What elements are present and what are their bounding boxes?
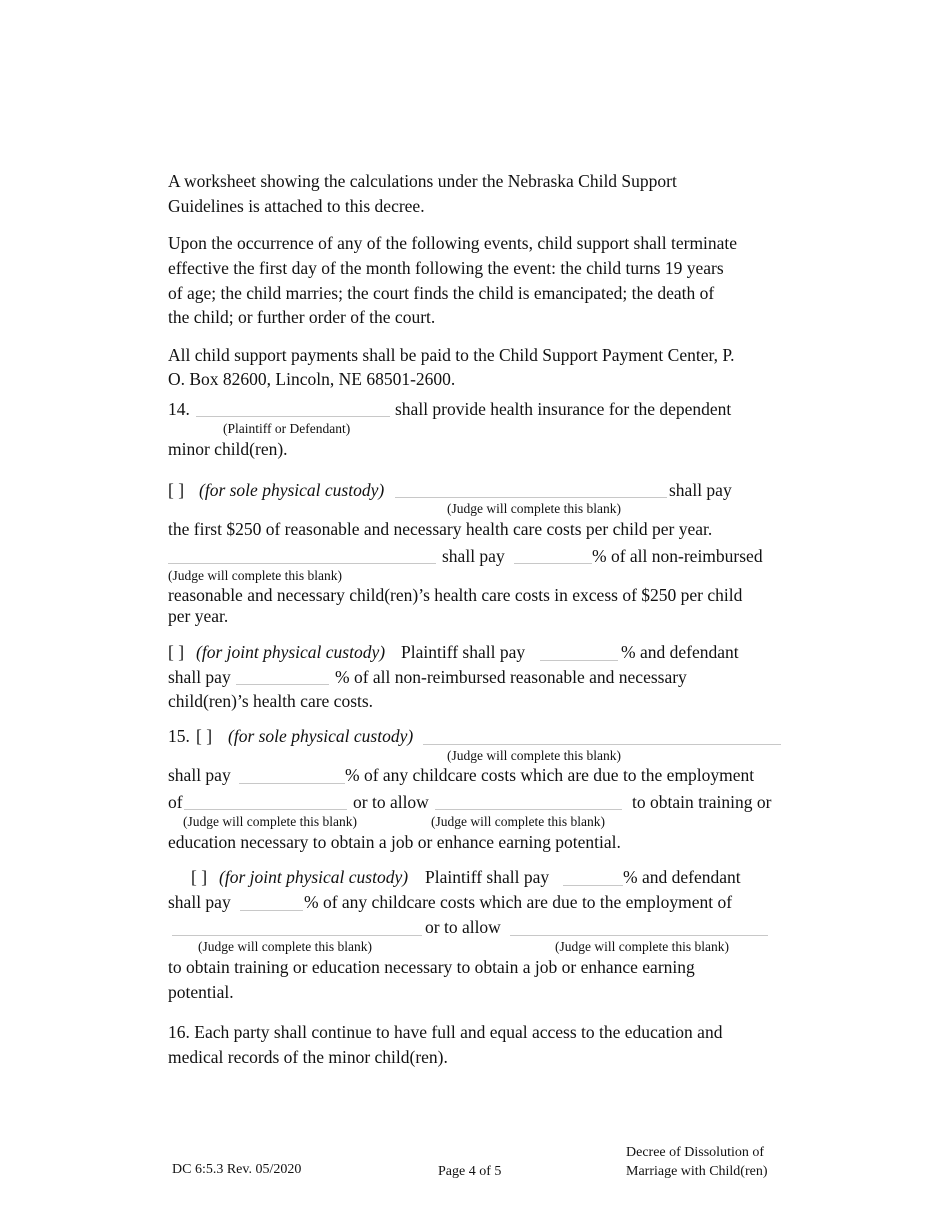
sole-custody-line-4: reasonable and necessary child(ren)’s health care costs in excess of $250 per child [168, 585, 743, 605]
sole-custody-label: (for sole physical custody) [199, 480, 385, 500]
judge-hint: (Judge will complete this blank) [447, 748, 621, 763]
shall-pay-text: shall pay [168, 667, 231, 687]
percent-text: % of all non-reimbursed [592, 546, 763, 566]
worksheet-paragraph-line-1: A worksheet showing the calculations under the Nebraska Child Support [168, 171, 677, 191]
shall-pay-text: shall pay [168, 892, 231, 912]
sole-custody-line-2: the first $250 of reasonable and necessary health care costs per child per year. [168, 519, 713, 539]
shall-pay-text: shall pay [442, 546, 505, 566]
or-to-allow-text: or to allow [425, 917, 501, 937]
judge-blank[interactable] [510, 935, 768, 936]
shall-pay-text: shall pay [168, 765, 231, 785]
joint-custody-label: (for joint physical custody) [196, 642, 386, 662]
worksheet-paragraph-line-2: Guidelines is attached to this decree. [168, 196, 425, 216]
section-14-number: 14. [168, 399, 190, 419]
percent-blank[interactable] [240, 910, 303, 911]
joint-custody-line-2: % of all non-reimbursed reasonable and necessary [335, 667, 687, 687]
section-15-number: 15. [168, 726, 190, 746]
plaintiff-shall-pay-text: Plaintiff shall pay [425, 867, 550, 887]
party-blank[interactable] [196, 416, 390, 417]
percent-blank[interactable] [540, 660, 618, 661]
judge-blank[interactable] [184, 809, 347, 810]
termination-paragraph-line-4: the child; or further order of the court. [168, 307, 436, 327]
judge-blank[interactable] [395, 497, 667, 498]
payment-paragraph-line-2: O. Box 82600, Lincoln, NE 68501-2600. [168, 369, 456, 389]
judge-blank[interactable] [423, 744, 781, 745]
percent-blank[interactable] [514, 563, 592, 564]
judge-blank[interactable] [172, 935, 422, 936]
sole-custody-label: (for sole physical custody) [228, 726, 414, 746]
section-16-line-1: 16. Each party shall continue to have full and equal access to the education and [168, 1022, 723, 1042]
judge-hint: (Judge will complete this blank) [183, 814, 357, 829]
judge-blank[interactable] [168, 563, 436, 564]
section-15-line-5: education necessary to obtain a job or enhance earning potential. [168, 832, 621, 852]
childcare-text: % of any childcare costs which are due to the employment of [304, 892, 733, 912]
judge-hint: (Judge will complete this blank) [431, 814, 605, 829]
judge-hint: (Judge will complete this blank) [447, 501, 621, 516]
childcare-text: % of any childcare costs which are due to the employment [345, 765, 755, 785]
document-title-line-1: Decree of Dissolution of [626, 1145, 765, 1160]
checkbox-bracket[interactable]: [ ] [168, 642, 185, 662]
percent-blank[interactable] [563, 885, 623, 886]
checkbox-bracket[interactable]: [ ] [191, 867, 208, 887]
payment-paragraph-line-1: All child support payments shall be paid to the Child Support Payment Center, P. [168, 345, 735, 365]
checkbox-bracket[interactable]: [ ] [196, 726, 213, 746]
judge-hint: (Judge will complete this blank) [168, 568, 342, 583]
plaintiff-shall-pay-text: Plaintiff shall pay [401, 642, 526, 662]
joint-custody-line-3: child(ren)’s health care costs. [168, 691, 374, 711]
section-14-line-2: minor child(ren). [168, 439, 288, 459]
judge-blank[interactable] [435, 809, 622, 810]
checkbox-bracket[interactable]: [ ] [168, 480, 185, 500]
of-text: of [168, 792, 183, 812]
judge-hint: (Judge will complete this blank) [198, 939, 372, 954]
form-id: DC 6:5.3 Rev. 05/2020 [172, 1162, 302, 1177]
sole-custody-line-5: per year. [168, 606, 229, 626]
page-number: Page 4 of 5 [438, 1164, 502, 1179]
obtain-training-text: to obtain training or [632, 792, 772, 812]
section-15-joint-line-5: to obtain training or education necessary to obtain a job or enhance earning [168, 957, 695, 977]
section-14-text: shall provide health insurance for the dependent [395, 399, 732, 419]
and-defendant-text: % and defendant [623, 867, 741, 887]
shall-pay-text: shall pay [669, 480, 732, 500]
party-hint: (Plaintiff or Defendant) [223, 421, 351, 436]
or-to-allow-text: or to allow [353, 792, 429, 812]
percent-blank[interactable] [236, 684, 329, 685]
document-title-line-2: Marriage with Child(ren) [626, 1164, 768, 1179]
section-16-line-2: medical records of the minor child(ren). [168, 1047, 448, 1067]
joint-custody-label: (for joint physical custody) [219, 867, 409, 887]
judge-hint: (Judge will complete this blank) [555, 939, 729, 954]
percent-blank[interactable] [239, 783, 345, 784]
and-defendant-text: % and defendant [621, 642, 739, 662]
section-15-joint-line-6: potential. [168, 982, 234, 1002]
termination-paragraph-line-1: Upon the occurrence of any of the following events, child support shall terminate [168, 233, 738, 253]
termination-paragraph-line-2: effective the first day of the month following the event: the child turns 19 years [168, 258, 724, 278]
termination-paragraph-line-3: of age; the child marries; the court finds the child is emancipated; the death of [168, 283, 715, 303]
